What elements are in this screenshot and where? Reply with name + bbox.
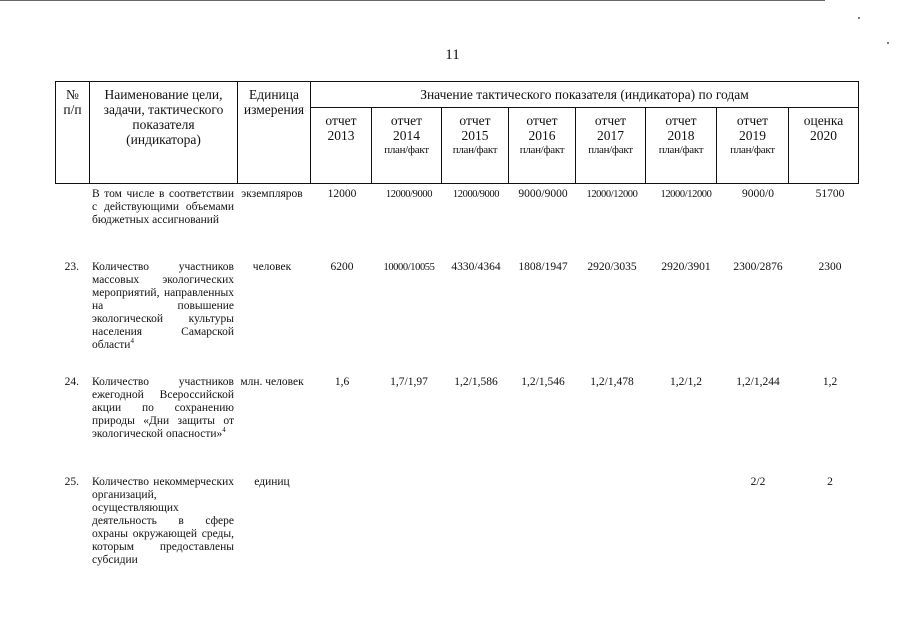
- footnote-marker: 4: [130, 337, 134, 346]
- row-value: 51700: [815, 188, 845, 200]
- row-unit: человек: [252, 261, 292, 273]
- row-value: 1808/1947: [518, 261, 568, 273]
- row-name: Количество участников ежегодной Всероссийской акции по сохранению природы «Дни защиты от экологической опасности»$^4$: [92, 376, 234, 440]
- row-value: 10000/10055: [383, 262, 435, 273]
- row-unit: единиц: [254, 476, 290, 488]
- scan-speck: [887, 42, 889, 44]
- row-value: 9000/0: [742, 188, 774, 200]
- row-value: 1,7/1,97: [390, 376, 428, 388]
- row-value: 2920/3035: [587, 261, 637, 273]
- row-value: 1,2: [822, 376, 838, 388]
- row-name: В том числе в соответствии с действующими объемами бюджетных ассигнований: [92, 188, 234, 226]
- row-value: 2/2: [750, 476, 766, 488]
- header-year: отчет 2017 план/факт: [576, 108, 646, 184]
- row-value: 1,2/1,478: [590, 376, 634, 388]
- row-name: Количество участников массовых экологических мероприятий, направленных на повышение экологической культуры населения Самарской области$^4$: [92, 261, 234, 351]
- header-group: Значение тактического показателя (индикатора) по годам: [311, 82, 859, 108]
- header-year: отчет 2013: [311, 108, 372, 184]
- scan-speck: [858, 17, 860, 19]
- row-name: Количество некоммерческих организаций, осуществляющих деятельность в сфере охраны окружающей среды, которым предоставлены субсидии: [92, 476, 234, 566]
- row-number: 23.: [64, 261, 79, 273]
- header-table: [55, 81, 859, 184]
- top-rule: [0, 0, 825, 1]
- row-unit: млн. человек: [240, 376, 304, 388]
- row-value: 12000: [327, 188, 357, 200]
- header-year: отчет 2016 план/факт: [509, 108, 576, 184]
- row-value: 6200: [330, 261, 354, 273]
- row-number: 24.: [64, 376, 79, 388]
- header-year: отчет 2019 план/факт: [717, 108, 789, 184]
- header-unit: Единица измерения: [238, 82, 311, 184]
- footnote-marker: 4: [222, 426, 226, 435]
- row-value: 1,6: [334, 376, 350, 388]
- header-name: Наименование цели, задачи, тактического показателя (индикатора): [90, 82, 238, 184]
- row-value: 1,2/1,244: [736, 376, 780, 388]
- row-value: 1,2/1,546: [521, 376, 565, 388]
- header-year: оценка 2020: [789, 108, 859, 184]
- row-value: 2: [827, 476, 833, 488]
- row-unit: экземпляров: [241, 188, 303, 200]
- row-value: 9000/9000: [518, 188, 568, 200]
- row-value: 12000/12000: [660, 189, 712, 200]
- header-year: отчет 2018 план/факт: [646, 108, 717, 184]
- row-value: 12000/9000: [385, 189, 433, 200]
- row-value: 2920/3901: [661, 261, 711, 273]
- page-number: 11: [445, 47, 460, 63]
- row-number: 25.: [64, 476, 79, 488]
- row-value: 2300/2876: [733, 261, 783, 273]
- header-num: № п/п: [56, 82, 90, 184]
- header-year: отчет 2014 план/факт: [372, 108, 442, 184]
- row-value: 4330/4364: [451, 261, 501, 273]
- row-value: 12000/12000: [586, 189, 638, 200]
- header-year: отчет 2015 план/факт: [442, 108, 509, 184]
- row-value: 1,2/1,2: [670, 376, 702, 388]
- row-value: 1,2/1,586: [454, 376, 498, 388]
- row-value: 12000/9000: [452, 189, 500, 200]
- row-value: 2300: [818, 261, 842, 273]
